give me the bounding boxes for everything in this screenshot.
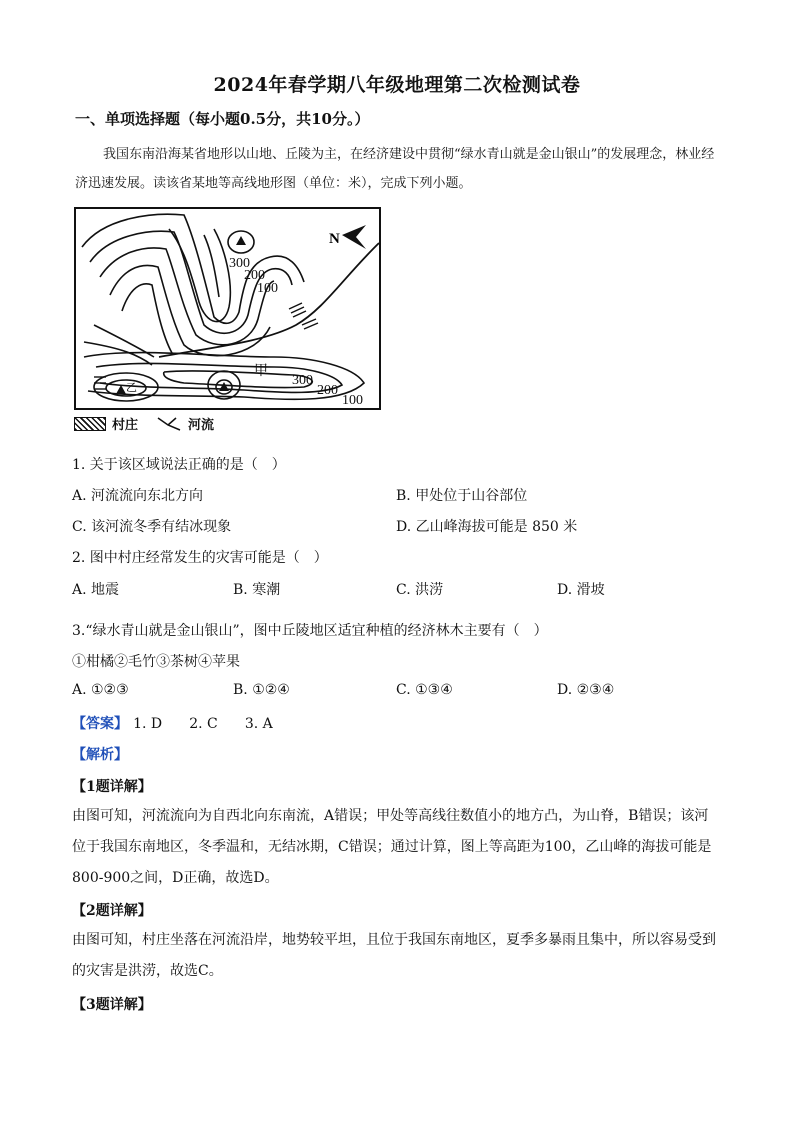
question-3-stem: 3.“绿水青山就是金山银山”，图中丘陵地区适宜种植的经济林木主要有（ ）	[72, 623, 548, 639]
contour-label-200-top: 200	[244, 268, 265, 283]
section-heading: 一、单项选择题（每小题0.5分，共10分。）	[75, 110, 370, 128]
legend-river-label: 河流	[188, 418, 215, 433]
page-title: 2024年春学期八年级地理第二次检测试卷	[213, 74, 581, 96]
question-2-stem: 2. 图中村庄经常发生的灾害可能是（ ）	[72, 550, 328, 566]
question-2-option-c: C. 洪涝	[396, 582, 444, 598]
answer-tag: 【答案】	[72, 716, 128, 732]
contour-label-100-top: 100	[257, 281, 278, 296]
detail-3-heading: 【3题详解】	[72, 997, 152, 1013]
intro-paragraph: 我国东南沿海某省地形以山地、丘陵为主，在经济建设中贯彻“绿水青山就是金山银山”的发展理念，林业经济迅速发展。读该省某地等高线地形图（单位：米），完成下列小题。	[75, 147, 715, 191]
map-legend	[74, 414, 214, 433]
answer-1: 1. D	[133, 716, 163, 732]
question-1-option-b: B. 甲处位于山谷部位	[396, 488, 528, 504]
question-1-option-d: D. 乙山峰海拔可能是 850 米	[396, 519, 578, 535]
detail-1-text: 由图可知，河流流向为自西北向东南流，A错误；甲处等高线往数值小的地方凸，为山脊，B错误；该河位于我国东南地区，冬季温和，无结冰期，C错误；通过计算，图上等高距为100，乙山峰的海拔可能是800-900之间，D正确，故选D。	[72, 808, 712, 886]
analysis-tag: 【解析】	[72, 747, 128, 763]
detail-2-heading: 【2题详解】	[72, 903, 152, 919]
north-label: N	[329, 231, 340, 247]
contour-map	[74, 207, 382, 411]
question-1-option-c: C. 该河流冬季有结冰现象	[72, 519, 232, 535]
question-1-stem: 1. 关于该区域说法正确的是（ ）	[72, 457, 286, 473]
legend-village-label: 村庄	[112, 418, 139, 433]
question-3-option-d: D. ②③④	[557, 682, 615, 698]
question-3-items: ①柑橘②毛竹③茶树④苹果	[72, 654, 240, 670]
question-2-option-a: A. 地震	[72, 582, 120, 598]
contour-label-200-bottom: 200	[317, 383, 338, 398]
question-3-option-b: B. ①②④	[233, 682, 290, 698]
question-3-option-a: A. ①②③	[72, 682, 129, 698]
question-3-option-c: C. ①③④	[396, 682, 453, 698]
question-2-option-b: B. 寒潮	[233, 582, 281, 598]
contour-label-100-bottom: 100	[342, 393, 363, 408]
village-legend-icon	[74, 417, 106, 431]
question-2-option-d: D. 滑坡	[557, 582, 605, 598]
place-jia-label: 甲	[254, 364, 268, 379]
answer-3: 3. A	[244, 716, 273, 732]
place-yi-label: 乙	[126, 382, 137, 394]
answer-2: 2. C	[189, 716, 218, 732]
question-1-option-a: A. 河流流向东北方向	[72, 488, 204, 504]
detail-2-text: 由图可知，村庄坐落在河流沿岸，地势较平坦，且位于我国东南地区，夏季多暴雨且集中，所以容易受到的灾害是洪涝，故选C。	[72, 932, 716, 979]
answer-line	[72, 713, 273, 733]
river-legend-icon	[156, 416, 182, 432]
detail-1-heading: 【1题详解】	[72, 779, 152, 795]
contour-label-300-bottom: 300	[292, 373, 313, 388]
contour-label-300-top: 300	[229, 256, 250, 271]
